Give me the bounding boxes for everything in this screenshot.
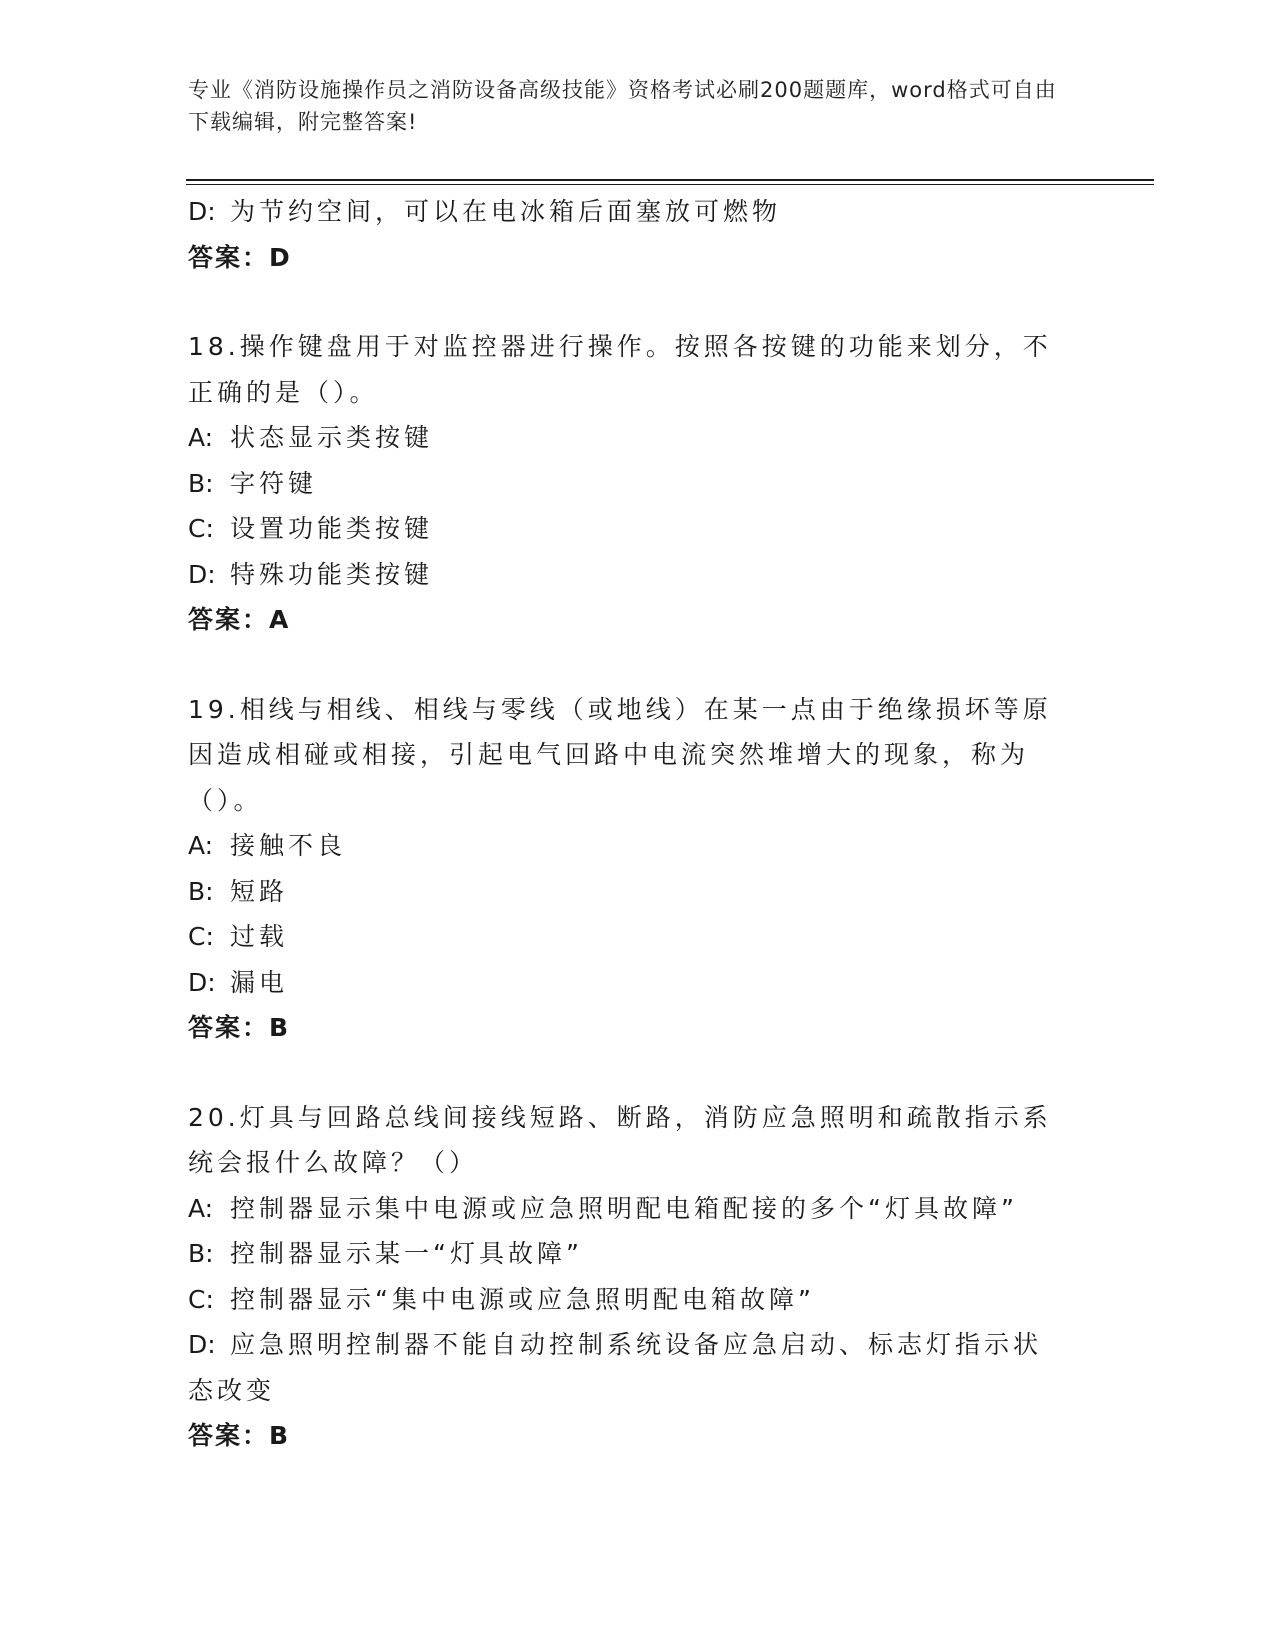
option-row xyxy=(188,1231,1068,1277)
header-divider-thin xyxy=(186,184,1154,185)
option-label: B: xyxy=(188,468,214,498)
option-text: 字符键 xyxy=(230,468,318,498)
option-label: B: xyxy=(188,876,214,906)
option-text: 状态显示类按键 xyxy=(230,423,434,452)
answer-line: 答案：B xyxy=(188,1013,291,1042)
option-text: 控制器显示某一“灯具故障” xyxy=(230,1239,583,1268)
option-row xyxy=(188,960,1068,1006)
option-row xyxy=(188,506,1068,552)
option-label: D: xyxy=(188,197,216,226)
option-label: D: xyxy=(188,559,216,589)
option-row xyxy=(188,461,1068,507)
question-content xyxy=(188,189,1068,1459)
option-row xyxy=(188,1322,1068,1413)
option-text: 为节约空间，可以在电冰箱后面塞放可燃物 xyxy=(230,197,782,226)
option-label: A: xyxy=(188,1193,214,1223)
option-label: D: xyxy=(188,967,216,997)
answer-line: 答案：B xyxy=(188,1421,291,1450)
option-text: 控制器显示集中电源或应急照明配电箱配接的多个“灯具故障” xyxy=(230,1193,1018,1223)
option-label: A: xyxy=(188,423,214,452)
question-text: 19.相线与相线、相线与零线（或地线）在某一点由于绝缘损坏等原因造成相碰或相接，引起电气回路中电流突然堆增大的现象，称为（）。 xyxy=(188,694,1052,815)
header-divider-thick xyxy=(186,179,1154,181)
spacer xyxy=(188,643,1068,687)
option-text: 短路 xyxy=(230,876,289,906)
option-row xyxy=(188,869,1068,915)
option-label: C: xyxy=(188,514,214,543)
option-row xyxy=(188,823,1068,869)
option-text: 接触不良 xyxy=(230,831,347,860)
option-text: 漏电 xyxy=(230,967,289,997)
option-text: 特殊功能类按键 xyxy=(230,559,434,589)
option-row xyxy=(188,189,1068,235)
option-text: 应急照明控制器不能自动控制系统设备应急启动、标志灯指示状态改变 xyxy=(188,1330,1043,1405)
answer-line: 答案：D xyxy=(188,242,292,272)
option-text: 控制器显示“集中电源或应急照明配电箱故障” xyxy=(230,1284,815,1314)
option-label: C: xyxy=(188,922,214,951)
option-row xyxy=(188,415,1068,461)
option-row xyxy=(188,914,1068,960)
question-text: 20.灯具与回路总线间接线短路、断路，消防应急照明和疏散指示系统会报什么故障？（） xyxy=(188,1102,1052,1177)
option-row xyxy=(188,552,1068,598)
option-label: A: xyxy=(188,831,214,860)
page-header: 专业《消防设施操作员之消防设备高级技能》资格考试必刷200题题库，word格式可自由下载编辑，附完整答案! xyxy=(188,78,1057,134)
option-label: C: xyxy=(188,1284,214,1314)
option-label: D: xyxy=(188,1330,216,1359)
option-text: 过载 xyxy=(230,922,289,951)
option-row xyxy=(188,1277,1068,1323)
option-row xyxy=(188,1186,1068,1232)
question-text: 18.操作键盘用于对监控器进行操作。按照各按键的功能来划分，不正确的是（）。 xyxy=(188,332,1052,407)
spacer xyxy=(188,280,1068,324)
option-label: B: xyxy=(188,1239,214,1268)
answer-line: 答案：A xyxy=(188,605,291,634)
option-text: 设置功能类按键 xyxy=(230,514,434,543)
spacer xyxy=(188,1051,1068,1095)
